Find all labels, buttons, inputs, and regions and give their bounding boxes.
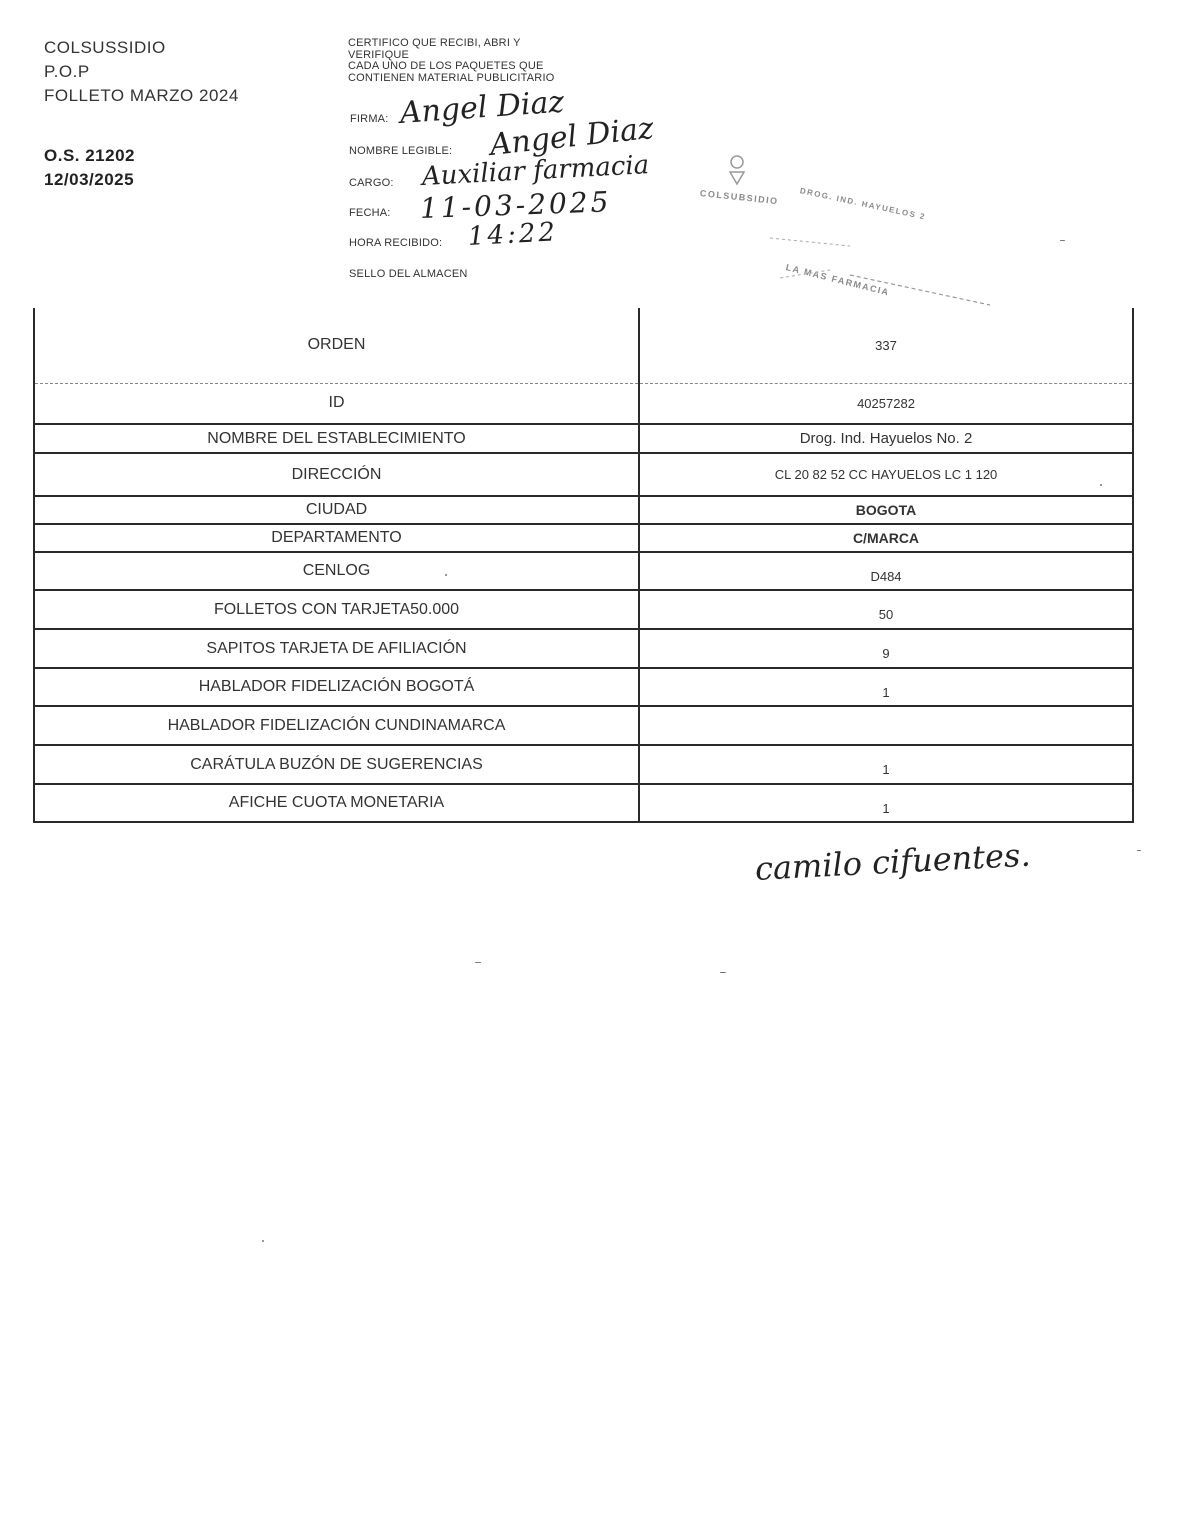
- header-left: [44, 36, 239, 192]
- bottom-signature: camilo cifuentes.: [754, 835, 1032, 888]
- fecha-value: 11-03-2025: [419, 185, 612, 225]
- table-row: [34, 496, 1133, 524]
- table-row: [34, 424, 1133, 453]
- fecha-label: FECHA:: [349, 207, 391, 219]
- table-row: [34, 706, 1133, 745]
- row-value: 1: [639, 668, 1133, 706]
- header-date: 12/03/2025: [44, 170, 135, 189]
- table-row: [34, 383, 1133, 424]
- row-label: CARÁTULA BUZÓN DE SUGERENCIAS: [34, 745, 639, 784]
- row-value: BOGOTA: [639, 496, 1133, 524]
- folleto-label: FOLLETO MARZO 2024: [44, 86, 239, 105]
- table-row: [34, 552, 1133, 590]
- table-row: [34, 784, 1133, 822]
- row-label: ORDEN: [34, 308, 639, 383]
- table-row: [34, 453, 1133, 496]
- scan-speck: [445, 574, 447, 576]
- scan-speck: [1100, 484, 1102, 486]
- row-label: HABLADOR FIDELIZACIÓN BOGOTÁ: [34, 668, 639, 706]
- row-label: NOMBRE DEL ESTABLECIMIENTO: [34, 424, 639, 453]
- scan-speck: [1137, 850, 1141, 851]
- cert-line-1: CERTIFICO QUE RECIBI, ABRI Y: [348, 37, 521, 49]
- firma-signature: Angel Diaz: [398, 84, 566, 131]
- row-label: AFICHE CUOTA MONETARIA: [34, 784, 639, 822]
- stamp-dash-lines: [700, 150, 1020, 310]
- hora-value: 14:22: [467, 217, 559, 252]
- scan-speck: [720, 972, 726, 973]
- row-value: 1: [639, 784, 1133, 822]
- nombre-label: NOMBRE LEGIBLE:: [349, 145, 453, 157]
- table-row: [34, 590, 1133, 629]
- store-stamp: [700, 150, 1020, 310]
- certification-text: [348, 38, 554, 84]
- table-row: [34, 308, 1133, 383]
- cargo-label: CARGO:: [349, 177, 394, 189]
- row-value: 9: [639, 629, 1133, 668]
- row-label: SAPITOS TARJETA DE AFILIACIÓN: [34, 629, 639, 668]
- row-value: [639, 706, 1133, 745]
- sello-label: SELLO DEL ALMACEN: [349, 268, 468, 280]
- row-label: DEPARTAMENTO: [34, 524, 639, 552]
- scan-speck: [475, 962, 481, 963]
- pop-label: P.O.P: [44, 62, 90, 81]
- row-label: ID: [34, 383, 639, 424]
- row-label: CIUDAD: [34, 496, 639, 524]
- row-value: D484: [639, 552, 1133, 590]
- stamp-line-2: DROG. IND. HAYUELOS 2: [799, 186, 927, 222]
- row-value: Drog. Ind. Hayuelos No. 2: [639, 424, 1133, 453]
- row-label: CENLOG: [34, 552, 639, 590]
- company-name: COLSUSSIDIO: [44, 38, 166, 57]
- cert-line-2: VERIFIQUE: [348, 48, 410, 61]
- row-label: DIRECCIÓN: [34, 453, 639, 496]
- cert-line-4: CONTIENEN MATERIAL PUBLICITARIO: [348, 71, 555, 84]
- table-row: [34, 668, 1133, 706]
- row-label: FOLLETOS CON TARJETA50.000: [34, 590, 639, 629]
- row-value: 337: [639, 308, 1133, 383]
- cargo-value: Auxiliar farmacia: [421, 150, 650, 192]
- delivery-table: [33, 308, 1134, 823]
- table-row: [34, 745, 1133, 784]
- row-value: 40257282: [639, 383, 1133, 424]
- firma-label: FIRMA:: [350, 113, 389, 125]
- row-value: 1: [639, 745, 1133, 784]
- scan-speck: [262, 1240, 264, 1242]
- row-label: HABLADOR FIDELIZACIÓN CUNDINAMARCA: [34, 706, 639, 745]
- stamp-line-1: COLSUBSIDIO: [699, 188, 780, 207]
- row-value: 50: [639, 590, 1133, 629]
- os-number: O.S. 21202: [44, 146, 136, 165]
- nombre-value: Angel Diaz: [488, 110, 656, 163]
- table-row: [34, 524, 1133, 552]
- row-value: C/MARCA: [639, 524, 1133, 552]
- stamp-line-3: LA MAS FARMACIA: [784, 262, 891, 298]
- row-value: CL 20 82 52 CC HAYUELOS LC 1 120: [639, 453, 1133, 496]
- table-row: [34, 629, 1133, 668]
- cert-line-3: CADA UNO DE LOS PAQUETES QUE: [348, 60, 544, 72]
- hora-label: HORA RECIBIDO:: [349, 237, 443, 249]
- scan-speck: [1060, 240, 1065, 241]
